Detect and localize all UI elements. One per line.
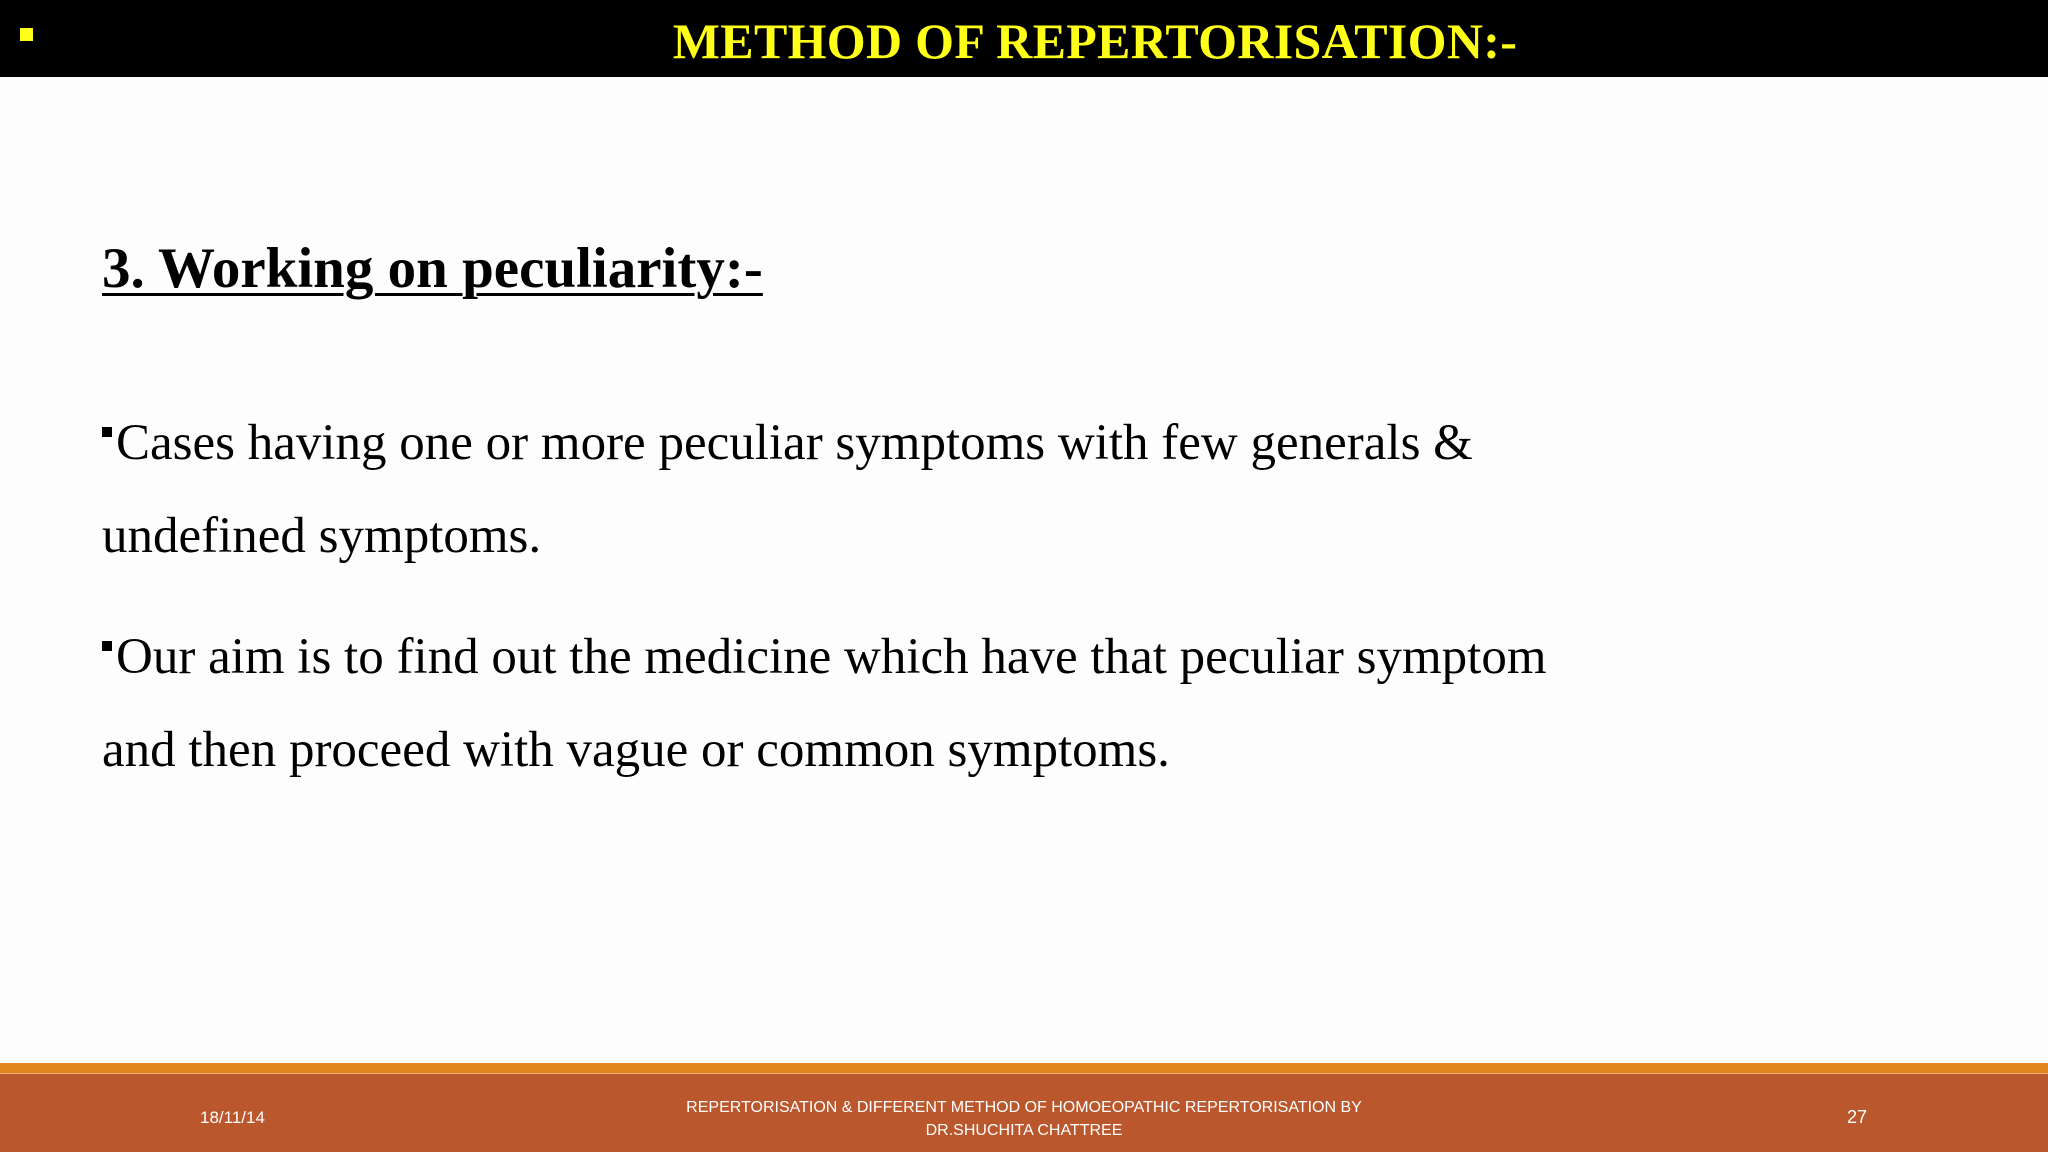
bullet-text: Our aim is to find out the medicine which have that peculiar symptom [116, 629, 1547, 685]
footer-caption [624, 1096, 1424, 1142]
square-bullet-icon [102, 427, 112, 437]
slide-title: METHOD OF REPERTORISATION:- [672, 13, 1518, 69]
bullet-line [102, 704, 1702, 797]
section-heading: 3. Working on peculiarity:- [102, 237, 763, 300]
bullet-text: Cases having one or more peculiar symptoms with few generals & [116, 415, 1473, 471]
bullet-line [102, 397, 1702, 490]
bullet-line [102, 490, 1702, 583]
title-bar [0, 0, 2048, 77]
square-bullet-icon [102, 641, 112, 651]
bullet-text: undefined symptoms. [102, 508, 542, 564]
bullet-item [102, 611, 1702, 797]
bullet-line [102, 611, 1702, 704]
footer-date: 18/11/14 [200, 1108, 265, 1127]
footer-stripe [0, 1063, 2048, 1073]
footer-caption-line: REPERTORISATION & DIFFERENT METHOD OF HOMOEOPATHIC REPERTORISATION BY [686, 1099, 1362, 1116]
bullet-item [102, 397, 1702, 583]
page-number: 27 [1847, 1107, 1868, 1127]
footer-caption-line: DR.SHUCHITA CHATTREE [925, 1122, 1123, 1139]
bullet-text: and then proceed with vague or common symptoms. [102, 722, 1170, 778]
footer-bar [0, 1073, 2048, 1152]
